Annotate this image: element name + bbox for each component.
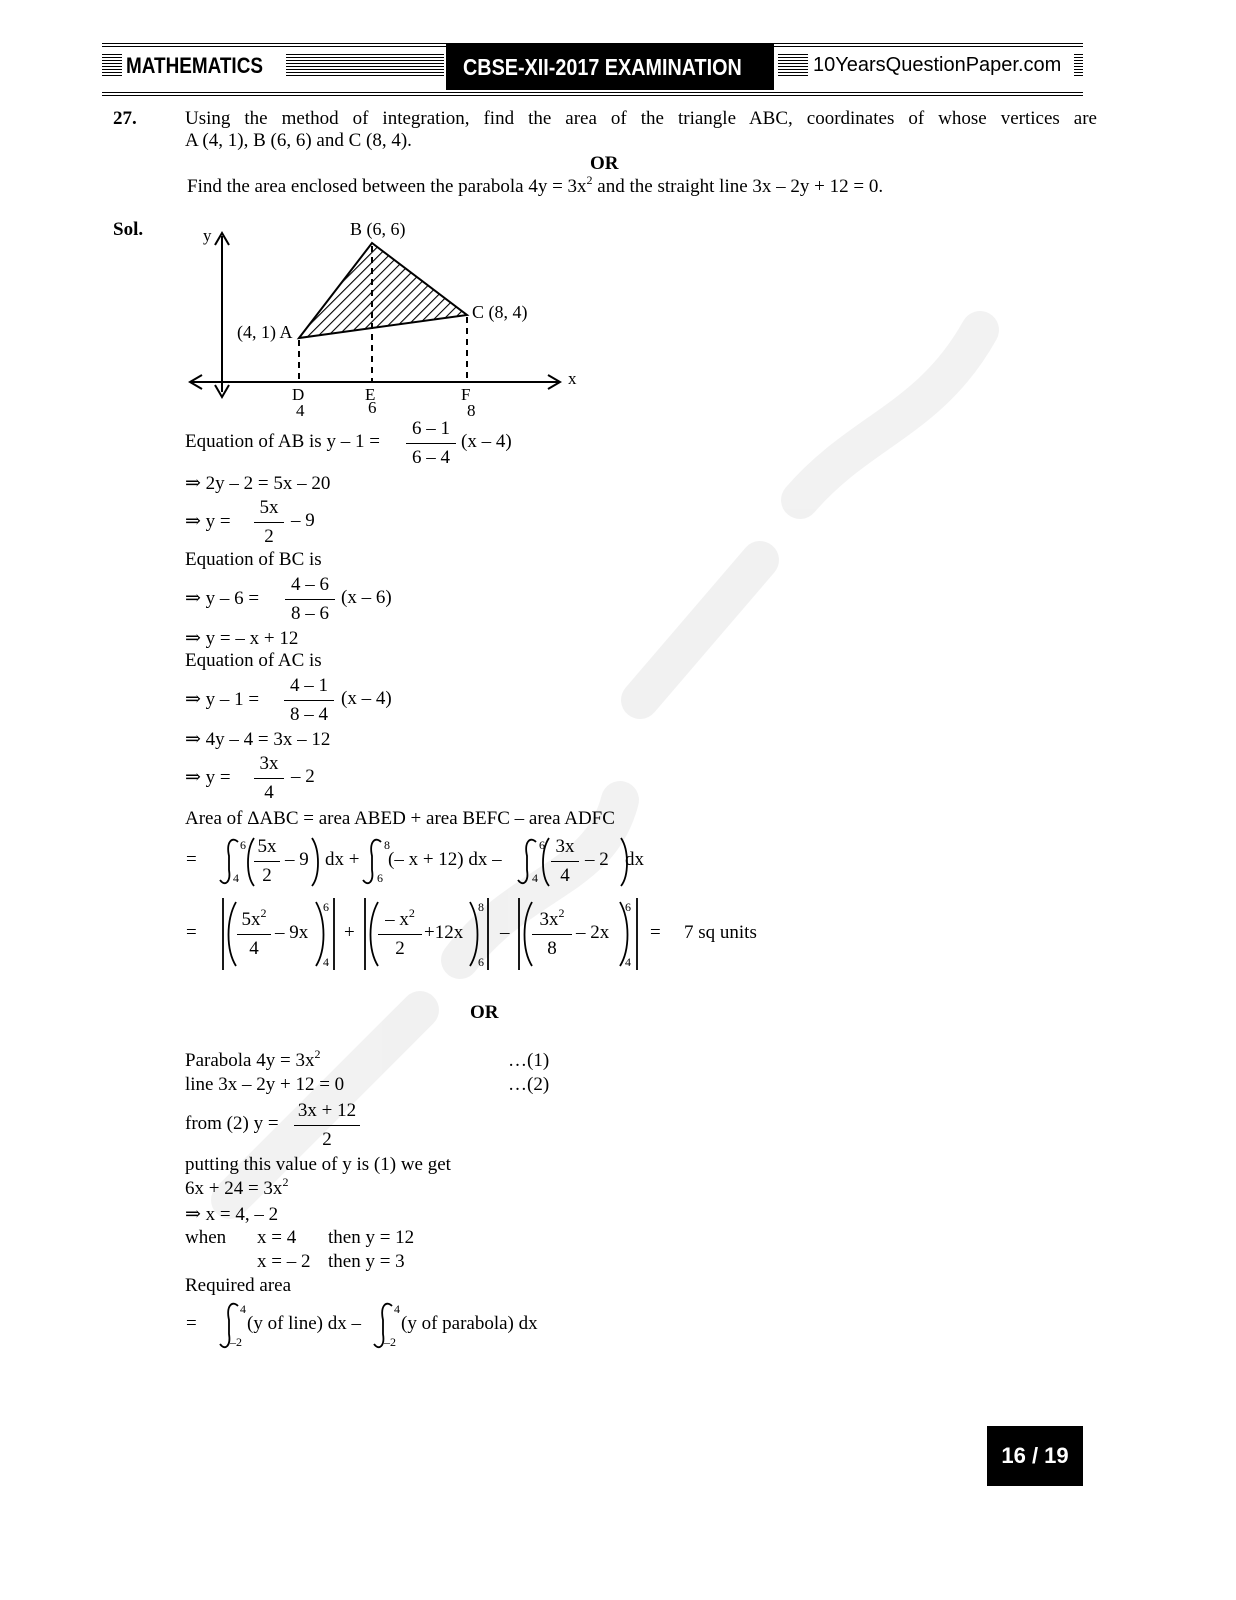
area-result: 7 sq units xyxy=(684,922,757,943)
tick-4: 4 xyxy=(296,401,305,420)
eval-a-upper: 6 xyxy=(323,900,329,914)
point-b-label: B (6, 6) xyxy=(350,219,406,239)
bc-step1: ⇒ y = – x + 12 xyxy=(185,628,299,649)
ac-step2-lead: ⇒ y = xyxy=(185,767,231,788)
integral1-upper: 6 xyxy=(240,838,246,852)
eval-minus: – xyxy=(500,922,510,943)
y-axis-label: y xyxy=(203,226,212,245)
integral3-dx: dx xyxy=(625,849,644,870)
ac-heading: Equation of AC is xyxy=(185,650,322,671)
equation-tag-1: …(1) xyxy=(508,1050,550,1071)
evaluated-equals: = xyxy=(186,922,197,943)
foot-d-label: D xyxy=(292,385,305,404)
ab-step1: ⇒ 2y – 2 = 5x – 20 xyxy=(185,473,331,494)
ac-step2-den: 4 xyxy=(254,778,284,807)
solution-label: Sol. xyxy=(113,219,144,240)
eval-b-den: 2 xyxy=(378,934,422,963)
case2-y: then y = 3 xyxy=(328,1251,405,1272)
x-axis-label: x xyxy=(568,369,577,388)
from-2-lead: from (2) y = xyxy=(185,1113,279,1134)
final-integral2-body: (y of parabola) dx xyxy=(401,1313,538,1334)
integral2-body: (– x + 12) dx – xyxy=(388,849,502,870)
equation-tag-2: …(2) xyxy=(508,1074,550,1095)
bc-slope-num: 4 – 6 xyxy=(291,574,329,595)
integral3-num: 3x xyxy=(555,836,575,857)
ac-slope-den: 8 – 4 xyxy=(284,700,334,729)
bc-slope-den: 8 – 6 xyxy=(285,599,335,628)
ac-step2-tail: – 2 xyxy=(291,766,315,787)
bc-equation-lead: ⇒ y – 6 = xyxy=(185,588,260,609)
page-number: 16 / 19 xyxy=(987,1426,1083,1486)
eval-c-tail: – 2x xyxy=(576,922,610,943)
tick-8: 8 xyxy=(467,401,476,420)
eval-c-lower: 4 xyxy=(625,955,631,969)
eval-c-upper: 6 xyxy=(625,900,631,914)
eval-c-exp: 2 xyxy=(558,906,565,920)
case2-x: x = – 2 xyxy=(257,1251,311,1272)
ab-step2-lead: ⇒ y = xyxy=(185,511,231,532)
bc-equation-tail: (x – 6) xyxy=(341,587,392,608)
ab-step2-num: 5x xyxy=(259,497,279,518)
integral3-lower: 4 xyxy=(532,871,538,885)
eval-b-upper: 8 xyxy=(478,900,484,914)
integral1-dx: dx + xyxy=(325,849,360,870)
or-separator-2: OR xyxy=(470,1002,499,1023)
final-integral-glyphs xyxy=(0,0,700,1400)
eval-c-num: 3x xyxy=(539,909,559,930)
eval-b-num: – x xyxy=(385,909,409,930)
foot-e-label: E xyxy=(365,385,376,404)
integral1-num: 5x xyxy=(257,836,277,857)
eval-equals: = xyxy=(650,922,661,943)
final-integral2-lower: –2 xyxy=(384,1335,396,1349)
parabola-equation: Parabola $4y = 3x^2$ xyxy=(185,1047,321,1071)
case1-y: then y = 12 xyxy=(328,1227,415,1248)
integral2-lower: 6 xyxy=(377,871,383,885)
site-name: 10YearsQuestionPaper.com xyxy=(813,54,1062,76)
ab-step2-den: 2 xyxy=(254,522,284,551)
bc-heading: Equation of BC is xyxy=(185,549,322,570)
foot-f-label: F xyxy=(461,385,471,404)
tick-6: 6 xyxy=(368,398,377,417)
eval-a-lower: 4 xyxy=(323,955,329,969)
eval-a-exp: 2 xyxy=(260,906,267,920)
area-heading: Area of ΔABC = area ABED + area BEFC – area ADFC xyxy=(185,808,615,829)
ac-step2-num: 3x xyxy=(259,753,279,774)
eval-plus: + xyxy=(344,922,355,943)
integral1-den: 2 xyxy=(254,861,280,890)
ac-equation-tail: (x – 4) xyxy=(341,688,392,709)
subject-title: MATHEMATICS xyxy=(126,53,263,78)
integral-equals: = xyxy=(186,849,197,870)
integral1-tail: – 9 xyxy=(285,849,309,870)
ab-equation-tail: (x – 4) xyxy=(461,431,512,452)
integral3-den: 4 xyxy=(551,861,579,890)
integral3-tail: – 2 xyxy=(585,849,609,870)
roots-line: ⇒ x = 4, – 2 xyxy=(185,1204,279,1225)
ab-slope-den: 6 – 4 xyxy=(406,443,456,472)
or-separator: OR xyxy=(590,153,619,174)
from-2-num: 3x + 12 xyxy=(297,1100,357,1121)
final-integral2-upper: 4 xyxy=(394,1302,400,1316)
ac-equation-lead: ⇒ y – 1 = xyxy=(185,689,260,710)
eval-b-exp: 2 xyxy=(408,906,415,920)
ab-slope-num: 6 – 1 xyxy=(412,418,450,439)
case1-x: x = 4 xyxy=(257,1227,297,1248)
line-equation: line 3x – 2y + 12 = 0 xyxy=(185,1074,345,1095)
eval-b-lower: 6 xyxy=(478,955,484,969)
required-area-label: Required area xyxy=(185,1275,292,1296)
ac-step1: ⇒ 4y – 4 = 3x – 12 xyxy=(185,729,331,750)
quadratic-equation: $6x + 24 = 3x^2$ xyxy=(185,1175,289,1199)
question-text-line1: Using the method of integration, find the area of the triangle ABC, coordinates of whose vertices are xyxy=(185,108,1097,129)
ab-equation-lead: Equation of AB is y – 1 = xyxy=(185,431,380,452)
from-2-den: 2 xyxy=(294,1125,360,1154)
eval-a-tail: – 9x xyxy=(275,922,309,943)
integral3-upper: 6 xyxy=(539,838,545,852)
ac-slope-num: 4 – 1 xyxy=(290,675,328,696)
eval-c-den: 8 xyxy=(532,934,572,963)
putting-text: putting this value of y is (1) we get xyxy=(185,1154,451,1175)
question-number: 27. xyxy=(113,108,137,129)
eval-a-den: 4 xyxy=(237,934,271,963)
ab-step2-tail: – 9 xyxy=(291,510,315,531)
point-c-label: C (8, 4) xyxy=(472,302,528,322)
integral1-lower: 4 xyxy=(233,871,239,885)
integral2-upper: 8 xyxy=(384,838,390,852)
final-equals: = xyxy=(186,1313,197,1334)
point-a-label: (4, 1) A xyxy=(237,322,293,342)
final-integral1-lower: –2 xyxy=(230,1335,242,1349)
eval-a-num: 5x xyxy=(241,909,261,930)
when-label: when xyxy=(185,1227,227,1248)
alternate-question: Find the area enclosed between the parabola $4y = 3x^2$ and the straight line 3x – 2y + 12 = 0. xyxy=(187,173,884,197)
final-integral1-body: (y of line) dx – xyxy=(247,1313,361,1334)
exam-title: CBSE-XII-2017 EXAMINATION xyxy=(463,54,742,80)
eval-b-tail: +12x xyxy=(424,922,464,943)
question-text-line2: A (4, 1), B (6, 6) and C (8, 4). xyxy=(185,130,412,151)
final-integral1-upper: 4 xyxy=(240,1302,246,1316)
